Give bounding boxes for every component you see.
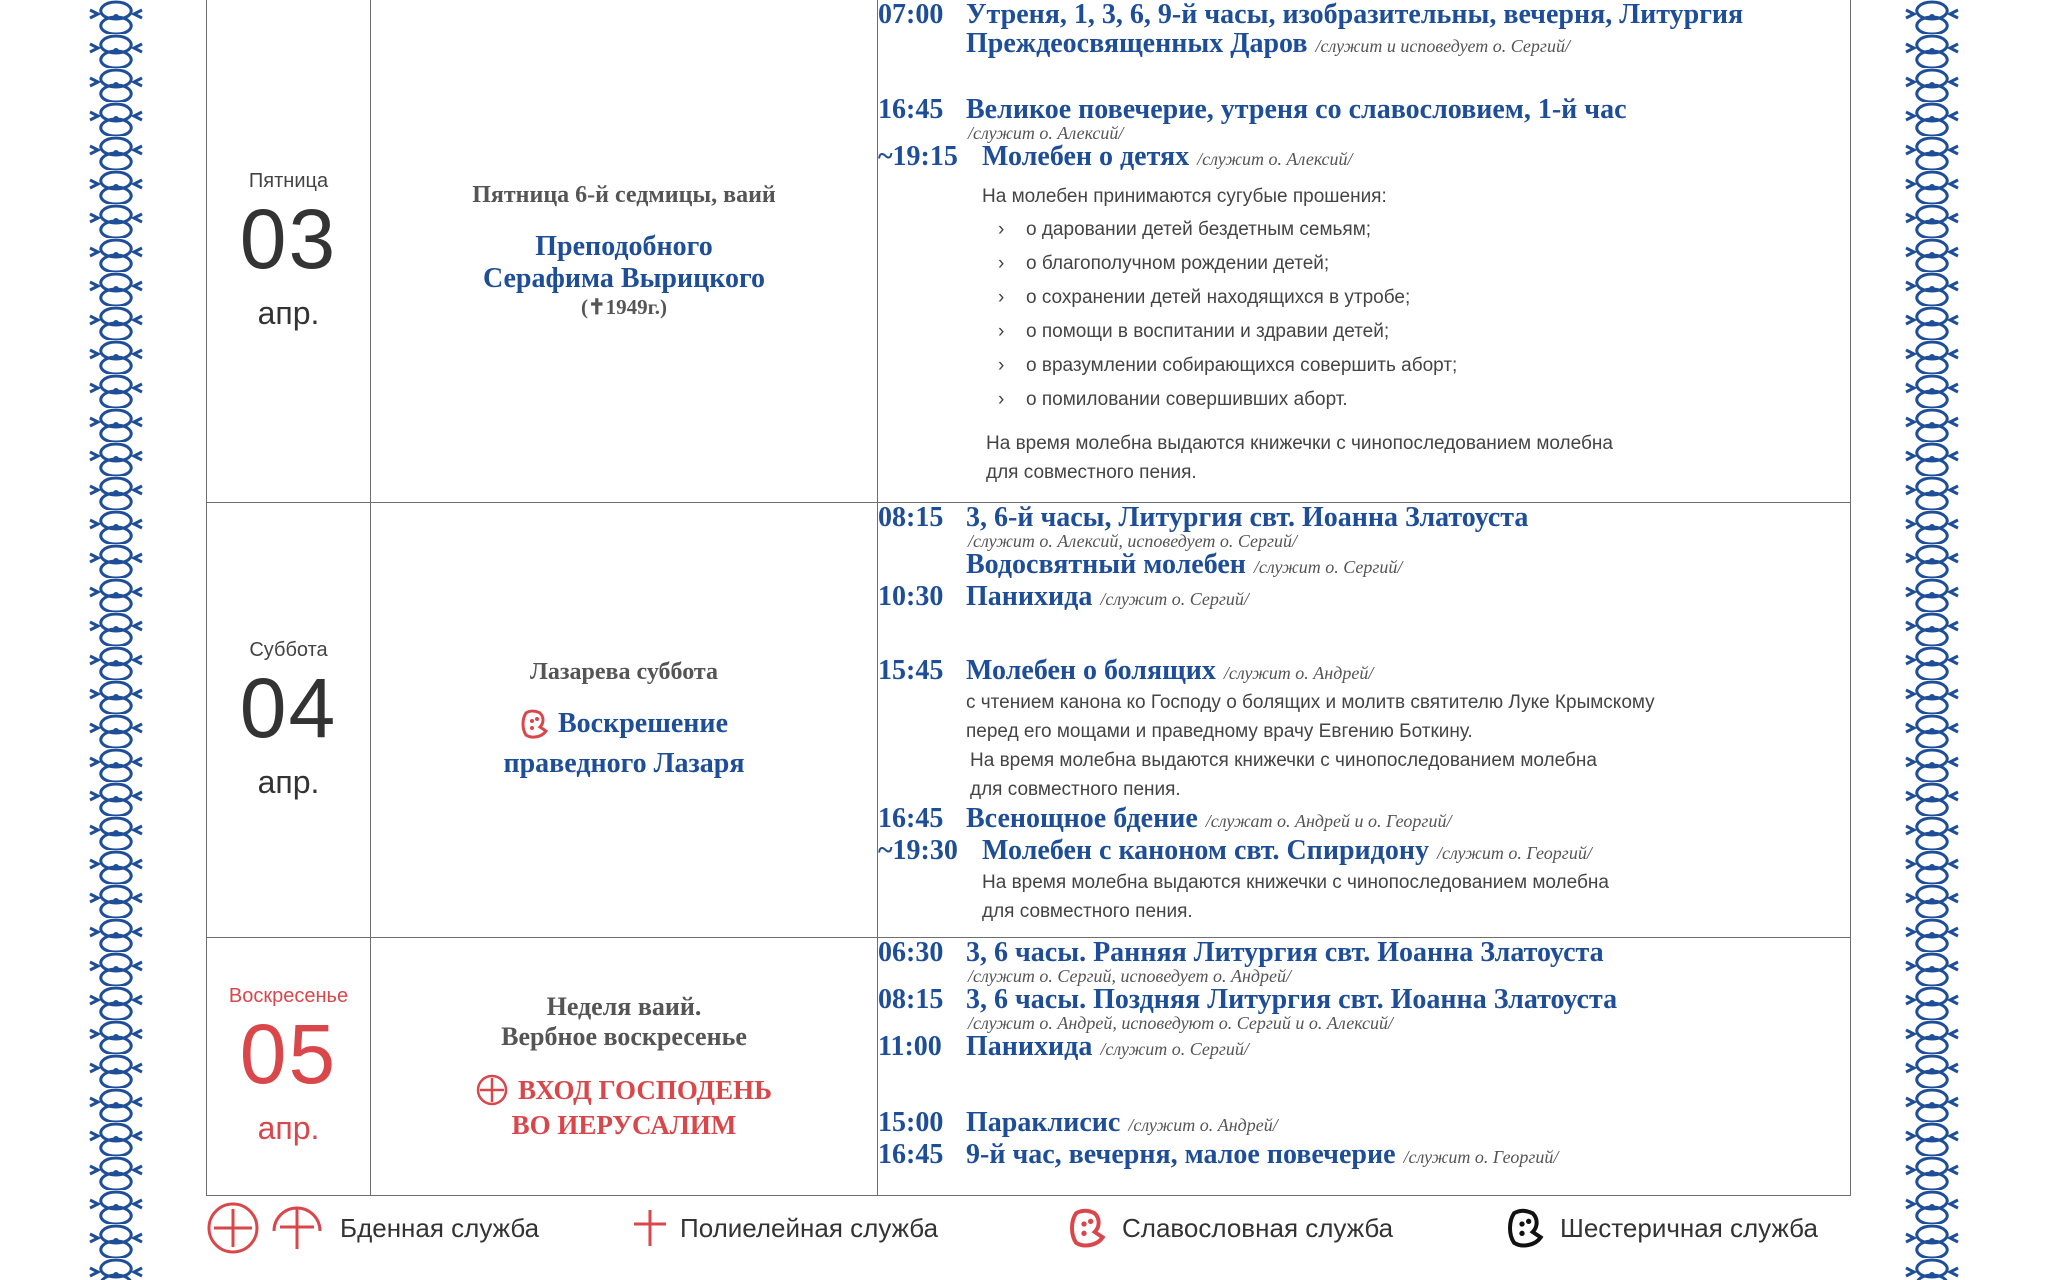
saint-line: Воскрешение xyxy=(558,708,728,740)
service-item xyxy=(878,938,1850,967)
service-clergy: /служит о. Андрей, исповедуют о. Сергий и о. Алексий/ xyxy=(968,1012,1393,1033)
feast-line: ВХОД ГОСПОДЕНЬ xyxy=(518,1074,772,1105)
service-title: Всенощное бдение xyxy=(966,802,1198,834)
service-time: ~19:30 xyxy=(878,834,958,866)
weekday: Воскресенье xyxy=(228,985,349,1007)
service-title: Водосвятный молебен xyxy=(966,548,1246,580)
service-clergy: /служит о. Сергий/ xyxy=(1100,588,1249,609)
day-number: 03 xyxy=(239,191,338,286)
feast-line: ВО ИЕРУСАЛИМ xyxy=(511,1110,737,1141)
service-note: перед его мощами и праведному врачу Евгению Боткину. xyxy=(966,720,1473,742)
saint-line: праведного Лазаря xyxy=(503,747,745,779)
service-time: 15:00 xyxy=(878,1106,944,1138)
service-item-cont xyxy=(966,550,1850,582)
feast-cell xyxy=(371,502,878,937)
service-title: Параклисис xyxy=(966,1106,1121,1138)
service-time: 08:15 xyxy=(878,983,944,1015)
saint-repose-year: (✝1949г.) xyxy=(581,294,667,319)
feast-cell xyxy=(371,937,878,1195)
service-clergy: /служит о. Сергий/ xyxy=(1100,1038,1249,1059)
date-cell xyxy=(207,937,371,1195)
service-title: Молебен с каноном свт. Спиридону xyxy=(982,834,1429,866)
month: апр. xyxy=(257,763,320,800)
service-time: 10:30 xyxy=(878,580,944,612)
legend-doxology xyxy=(1068,1208,1393,1248)
service-clergy: /служит о. Андрей/ xyxy=(1223,662,1374,683)
service-time: 07:00 xyxy=(878,0,944,30)
chevron-icon: › xyxy=(998,389,1005,410)
service-item xyxy=(878,804,1850,836)
day-row-sunday xyxy=(207,937,1851,1195)
service-title: Молебен о болящих xyxy=(966,654,1216,686)
doxology-icon xyxy=(1068,1208,1108,1248)
service-title: Панихида xyxy=(966,580,1093,612)
service-item xyxy=(878,95,1850,124)
polyeleos-cross-icon xyxy=(628,1206,672,1250)
service-item xyxy=(878,1140,1850,1172)
petition-item: › о помиловании совершивших аборт. xyxy=(998,383,1850,417)
feast-day: Лазарева суббота xyxy=(530,659,718,686)
service-clergy: /служит о. Георгий/ xyxy=(1436,842,1592,863)
service-clergy: /служит о. Алексий/ xyxy=(1197,149,1353,169)
month: апр. xyxy=(257,294,320,331)
feast-day: Неделя ваий. Вербное воскресенье xyxy=(501,992,747,1052)
service-clergy: /служит о. Алексий, исповедует о. Сергий/ xyxy=(968,530,1297,551)
service-time: 11:00 xyxy=(878,1030,942,1062)
chevron-icon: › xyxy=(998,287,1005,308)
feast-title xyxy=(371,1074,877,1140)
service-time: 16:45 xyxy=(878,802,944,834)
service-item xyxy=(878,656,1850,688)
feast-day: Пятница 6-й седмицы, ваий xyxy=(472,181,776,208)
date-cell xyxy=(207,502,371,937)
service-title: Молебен о детях xyxy=(982,141,1190,172)
legend-label: Полиелейная служба xyxy=(680,1212,939,1243)
petition-item: › о вразумлении собирающихся совершить аборт; xyxy=(998,349,1850,383)
service-note: На время молебна выдаются книжечки с чинопоследованием молебна xyxy=(982,871,1609,893)
service-item xyxy=(878,1032,1850,1064)
service-clergy: /служит о. Сергий, исповедует о. Андрей/ xyxy=(968,965,1291,986)
service-time: 16:45 xyxy=(878,94,944,125)
service-note: с чтением канона ко Господу о болящих и молитв святителю Луке Крымскому xyxy=(966,691,1655,713)
service-item-cont xyxy=(966,29,1850,61)
service-clergy: /служат о. Андрей и о. Георгий/ xyxy=(1205,810,1452,831)
services-cell xyxy=(878,0,1851,502)
month: апр. xyxy=(257,1110,320,1146)
service-clergy: /служит и исповедует о. Сергий/ xyxy=(1315,36,1570,56)
saint-line: Серафима Вырицкого xyxy=(482,262,766,294)
day-number: 05 xyxy=(239,1007,338,1101)
saint-name xyxy=(371,231,877,295)
schedule-table xyxy=(206,0,1851,1196)
service-time: 15:45 xyxy=(878,654,944,686)
chevron-icon: › xyxy=(998,321,1005,342)
day-row-friday xyxy=(207,0,1851,502)
booklets-note: На время молебна выдаются книжечки с чинопоследованием молебна xyxy=(986,433,1613,454)
saint-line: Преподобного xyxy=(535,230,713,262)
service-item xyxy=(878,985,1850,1014)
service-item xyxy=(878,0,1850,29)
vigil-icon-alt xyxy=(268,1201,326,1255)
services-cell xyxy=(878,502,1851,937)
petition-item: › о благополучном рождении детей; xyxy=(998,247,1850,281)
service-time: 08:15 xyxy=(878,501,944,533)
six-service-icon xyxy=(1506,1208,1546,1248)
legend-label: Бденная служба xyxy=(340,1212,540,1243)
legend xyxy=(206,1196,1850,1260)
service-title: 3, 6 часы. Ранняя Литургия свт. Иоанна Златоуста xyxy=(966,936,1604,968)
services-cell xyxy=(878,937,1851,1195)
day-row-saturday xyxy=(207,502,1851,937)
service-item xyxy=(878,1108,1850,1140)
legend-label: Славословная служба xyxy=(1122,1212,1394,1243)
service-clergy: /служит о. Алексий/ xyxy=(968,123,1124,143)
service-clergy: /служит о. Георгий/ xyxy=(1403,1146,1559,1167)
booklets-note: для совместного пения. xyxy=(986,462,1197,483)
service-clergy: /служит о. Сергий/ xyxy=(1253,556,1403,577)
service-title: Преждеосвященных Даров xyxy=(966,28,1308,59)
chevron-icon: › xyxy=(998,253,1005,274)
service-item xyxy=(878,836,1850,868)
service-note: На время молебна выдаются книжечки с чинопоследованием молебна xyxy=(970,749,1597,771)
service-time: ~19:15 xyxy=(878,141,958,172)
legend-polyeleos xyxy=(628,1206,938,1250)
weekday: Суббота xyxy=(249,638,328,661)
service-item xyxy=(878,503,1850,532)
petition-item: › о сохранении детей находящихся в утробе; xyxy=(998,281,1850,315)
legend-label: Шестеричная служба xyxy=(1560,1212,1818,1243)
service-title: 3, 6 часы. Поздняя Литургия свт. Иоанна Златоуста xyxy=(966,983,1618,1015)
weekday: Пятница xyxy=(248,169,329,192)
chevron-icon: › xyxy=(998,219,1005,240)
service-item xyxy=(878,582,1850,614)
petition-item: › о даровании детей бездетным семьям; xyxy=(998,213,1850,247)
service-title: Утреня, 1, 3, 6, 9-й часы, изобразительны, вечерня, Литургия xyxy=(966,0,1744,30)
service-time: 06:30 xyxy=(878,936,944,968)
doxology-icon xyxy=(520,709,550,739)
right-ornament-border xyxy=(1902,0,1962,1280)
legend-six xyxy=(1506,1208,1818,1248)
service-title: 9-й час, вечерня, малое повечерие xyxy=(966,1138,1396,1170)
day-number: 04 xyxy=(239,660,338,755)
service-time: 16:45 xyxy=(878,1138,944,1170)
left-ornament-border xyxy=(86,0,146,1280)
service-note: для совместного пения. xyxy=(970,778,1181,800)
feast-cell xyxy=(371,0,878,502)
service-item xyxy=(878,142,1850,174)
service-note: для совместного пения. xyxy=(982,900,1193,922)
legend-vigil xyxy=(206,1201,539,1255)
service-title: Панихида xyxy=(966,1030,1093,1062)
petitions-intro: На молебен принимаются сугубые прошения: xyxy=(982,186,1387,207)
chevron-icon: › xyxy=(998,355,1005,376)
service-clergy: /служит о. Андрей/ xyxy=(1128,1114,1278,1135)
vigil-icon xyxy=(476,1074,508,1106)
petition-item: › о помощи в воспитании и здравии детей; xyxy=(998,315,1850,349)
date-cell xyxy=(207,0,371,502)
vigil-icon xyxy=(206,1201,260,1255)
service-title: 3, 6-й часы, Литургия свт. Иоанна Златоуста xyxy=(966,501,1529,533)
service-title: Великое повечерие, утреня со славословием, 1-й час xyxy=(966,94,1627,125)
saint-name xyxy=(371,708,877,779)
petitions-list xyxy=(878,213,1850,417)
